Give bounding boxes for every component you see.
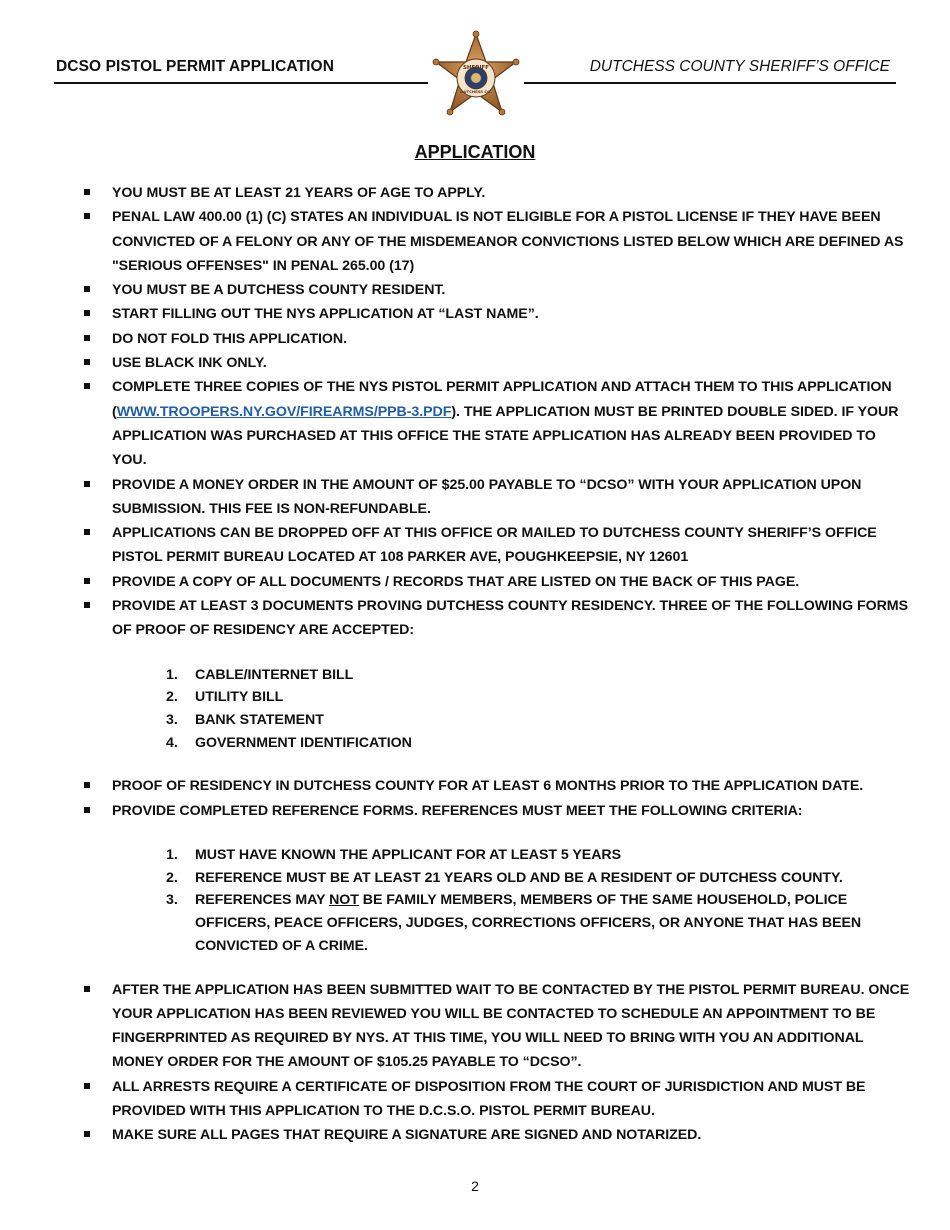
list-item — [82, 594, 912, 643]
list-item — [82, 327, 912, 351]
bullet-icon — [84, 286, 90, 292]
badge-star-shape — [433, 31, 519, 115]
bullet-text: APPLICATIONS CAN BE DROPPED OFF AT THIS OFFICE OR MAILED TO DUTCHESS COUNTY SHERIFF’S OFFICE PISTOL PERMIT BUREAU LOCATED AT 108 PARKER AVE, POUGHKEEPSIE, NY 12601 — [112, 525, 877, 566]
bullet-text: START FILLING OUT THE NYS APPLICATION AT “LAST NAME”. — [112, 306, 539, 323]
bullet-text: COMPLETE THREE COPIES OF THE NYS PISTOL PERMIT APPLICATION AND ATTACH THEM TO THIS APPLICATION ( — [112, 379, 892, 420]
list-number: 3. — [166, 712, 178, 729]
list-number: 1. — [166, 666, 178, 683]
reference-criteria-list — [82, 844, 912, 958]
bullet-icon — [84, 481, 90, 487]
list-item — [82, 1123, 912, 1147]
bullet-icon — [84, 602, 90, 608]
list-item — [82, 351, 912, 375]
sheriff-star-badge-icon — [432, 30, 520, 130]
bullet-text: YOU MUST BE A DUTCHESS COUNTY RESIDENT. — [112, 282, 446, 299]
bullet-icon — [84, 1083, 90, 1089]
instructions-list — [82, 181, 912, 1148]
list-text: REFERENCE MUST BE AT LEAST 21 YEARS OLD AND BE A RESIDENT OF DUTCHESS COUNTY. — [195, 869, 843, 886]
list-item — [82, 686, 912, 709]
list-item — [82, 978, 912, 1075]
list-item — [82, 205, 912, 278]
list-item — [82, 278, 912, 302]
list-item — [82, 375, 912, 472]
list-item — [82, 799, 912, 823]
residency-proof-list — [82, 664, 912, 755]
bullet-text: PROVIDE A MONEY ORDER IN THE AMOUNT OF $25.00 PAYABLE TO “DCSO” WITH YOUR APPLICATION UPON SUBMISSION. THIS FEE IS NON-REFUNDABLE. — [112, 476, 862, 517]
header-rule-right — [524, 82, 896, 84]
list-item — [82, 867, 912, 890]
bullet-text: PROOF OF RESIDENCY IN DUTCHESS COUNTY FOR AT LEAST 6 MONTHS PRIOR TO THE APPLICATION DATE. — [112, 778, 864, 795]
list-item — [82, 302, 912, 326]
bullet-text: AFTER THE APPLICATION HAS BEEN SUBMITTED WAIT TO BE CONTACTED BY THE PISTOL PERMIT BUREAU. ONCE YOUR APPLICATION HAS BEEN REVIEWED YOU WILL BE CONTACTED TO SCHEDULE AN APPOINTMENT TO BE FINGERPRINTED AS REQUIRED BY NYS. AT THIS TIME, YOU WILL NEED TO BRING WITH YOU AN ADDITIONAL MONEY ORDER FOR THE AMOUNT OF $105.25 PAYABLE TO “DCSO”. — [112, 981, 910, 1071]
bullet-icon — [84, 782, 90, 788]
bullet-icon — [84, 383, 90, 389]
header-left-title: DCSO PISTOL PERMIT APPLICATION — [56, 58, 335, 75]
bullet-text: ALL ARRESTS REQUIRE A CERTIFICATE OF DISPOSITION FROM THE COURT OF JURISDICTION AND MUST BE PROVIDED WITH THIS APPLICATION TO THE D.C.S.O. PISTOL PERMIT BUREAU. — [112, 1078, 866, 1120]
list-item — [82, 709, 912, 732]
bullet-text: PENAL LAW 400.00 (1) (C) STATES AN INDIVIDUAL IS NOT ELIGIBLE FOR A PISTOL LICENSE IF THEY HAVE BEEN CONVICTED OF A FELONY OR ANY OF THE MISDEMEANOR CONVICTIONS LISTED BELOW WHICH ARE DEFINED AS "SERIOUS OFFENSES" IN PENAL 265.00 (17) — [112, 209, 904, 274]
bullet-text: YOU MUST BE AT LEAST 21 YEARS OF AGE TO APPLY. — [112, 185, 486, 201]
page-number: 2 — [471, 1178, 479, 1194]
list-number: 4. — [166, 734, 178, 751]
list-number: 2. — [166, 689, 178, 706]
list-item — [82, 570, 912, 594]
list-item — [82, 664, 912, 687]
bullet-icon — [84, 578, 90, 584]
bullet-text: DO NOT FOLD THIS APPLICATION. — [112, 330, 347, 347]
list-item — [82, 732, 912, 755]
ppb3-application-link[interactable]: WWW.TROOPERS.NY.GOV/FIREARMS/PPB-3.PDF — [116, 403, 452, 420]
list-text: CABLE/INTERNET BILL — [195, 666, 354, 683]
bullet-icon — [84, 335, 90, 341]
list-text: GOVERNMENT IDENTIFICATION — [195, 734, 412, 751]
list-text: BANK STATEMENT — [195, 712, 324, 729]
list-text: UTILITY BILL — [195, 689, 284, 706]
bullet-icon — [84, 1131, 90, 1137]
bullet-icon — [84, 529, 90, 535]
list-item — [82, 473, 912, 522]
header-right-title: DUTCHESS COUNTY SHERIFF’S OFFICE — [589, 58, 890, 75]
badge-text-bottom: DUTCHESS CO. — [460, 89, 492, 94]
bullet-icon — [84, 807, 90, 813]
bullet-icon — [84, 359, 90, 365]
list-item — [82, 181, 912, 205]
list-number: 3. — [166, 892, 178, 909]
header-rule-left — [54, 82, 428, 84]
bullet-icon — [84, 310, 90, 316]
bullet-text: PROVIDE COMPLETED REFERENCE FORMS. REFERENCES MUST MEET THE FOLLOWING CRITERIA: — [112, 802, 803, 819]
list-item — [82, 774, 912, 798]
list-item — [82, 521, 912, 570]
bullet-text: PROVIDE A COPY OF ALL DOCUMENTS / RECORDS THAT ARE LISTED ON THE BACK OF THIS PAGE. — [112, 573, 800, 590]
list-item — [82, 844, 912, 867]
list-text: REFERENCES MAY — [195, 892, 330, 909]
list-item — [82, 889, 912, 957]
bullet-icon — [84, 189, 90, 195]
list-item — [82, 1075, 912, 1124]
bullet-text: ). THE APPLICATION MUST BE PRINTED DOUBLE SIDED. IF YOUR APPLICATION WAS PURCHASED AT THIS OFFICE THE STATE APPLICATION HAS ALREADY BEEN PROVIDED TO YOU. — [112, 403, 899, 469]
list-number: 2. — [166, 869, 178, 886]
bullet-text: USE BLACK INK ONLY. — [112, 355, 267, 372]
list-number: 1. — [166, 847, 178, 864]
bullet-text: MAKE SURE ALL PAGES THAT REQUIRE A SIGNATURE ARE SIGNED AND NOTARIZED. — [112, 1127, 702, 1144]
page-title: APPLICATION — [414, 142, 536, 162]
bullet-icon — [84, 213, 90, 219]
list-text-emphasis: NOT — [329, 892, 359, 909]
list-text: BE FAMILY MEMBERS, MEMBERS OF THE SAME HOUSEHOLD, POLICE OFFICERS, PEACE OFFICERS, JUDGES, CORRECTIONS OFFICERS, OR ANYONE THAT HAS BEEN CONVICTED OF A CRIME. — [195, 892, 862, 954]
bullet-icon — [84, 986, 90, 992]
bullet-text: PROVIDE AT LEAST 3 DOCUMENTS PROVING DUTCHESS COUNTY RESIDENCY. THREE OF THE FOLLOWING FORMS OF PROOF OF RESIDENCY ARE ACCEPTED: — [112, 598, 908, 639]
list-text: MUST HAVE KNOWN THE APPLICANT FOR AT LEAST 5 YEARS — [195, 847, 622, 864]
badge-text-top: SHERIFF — [462, 65, 490, 71]
